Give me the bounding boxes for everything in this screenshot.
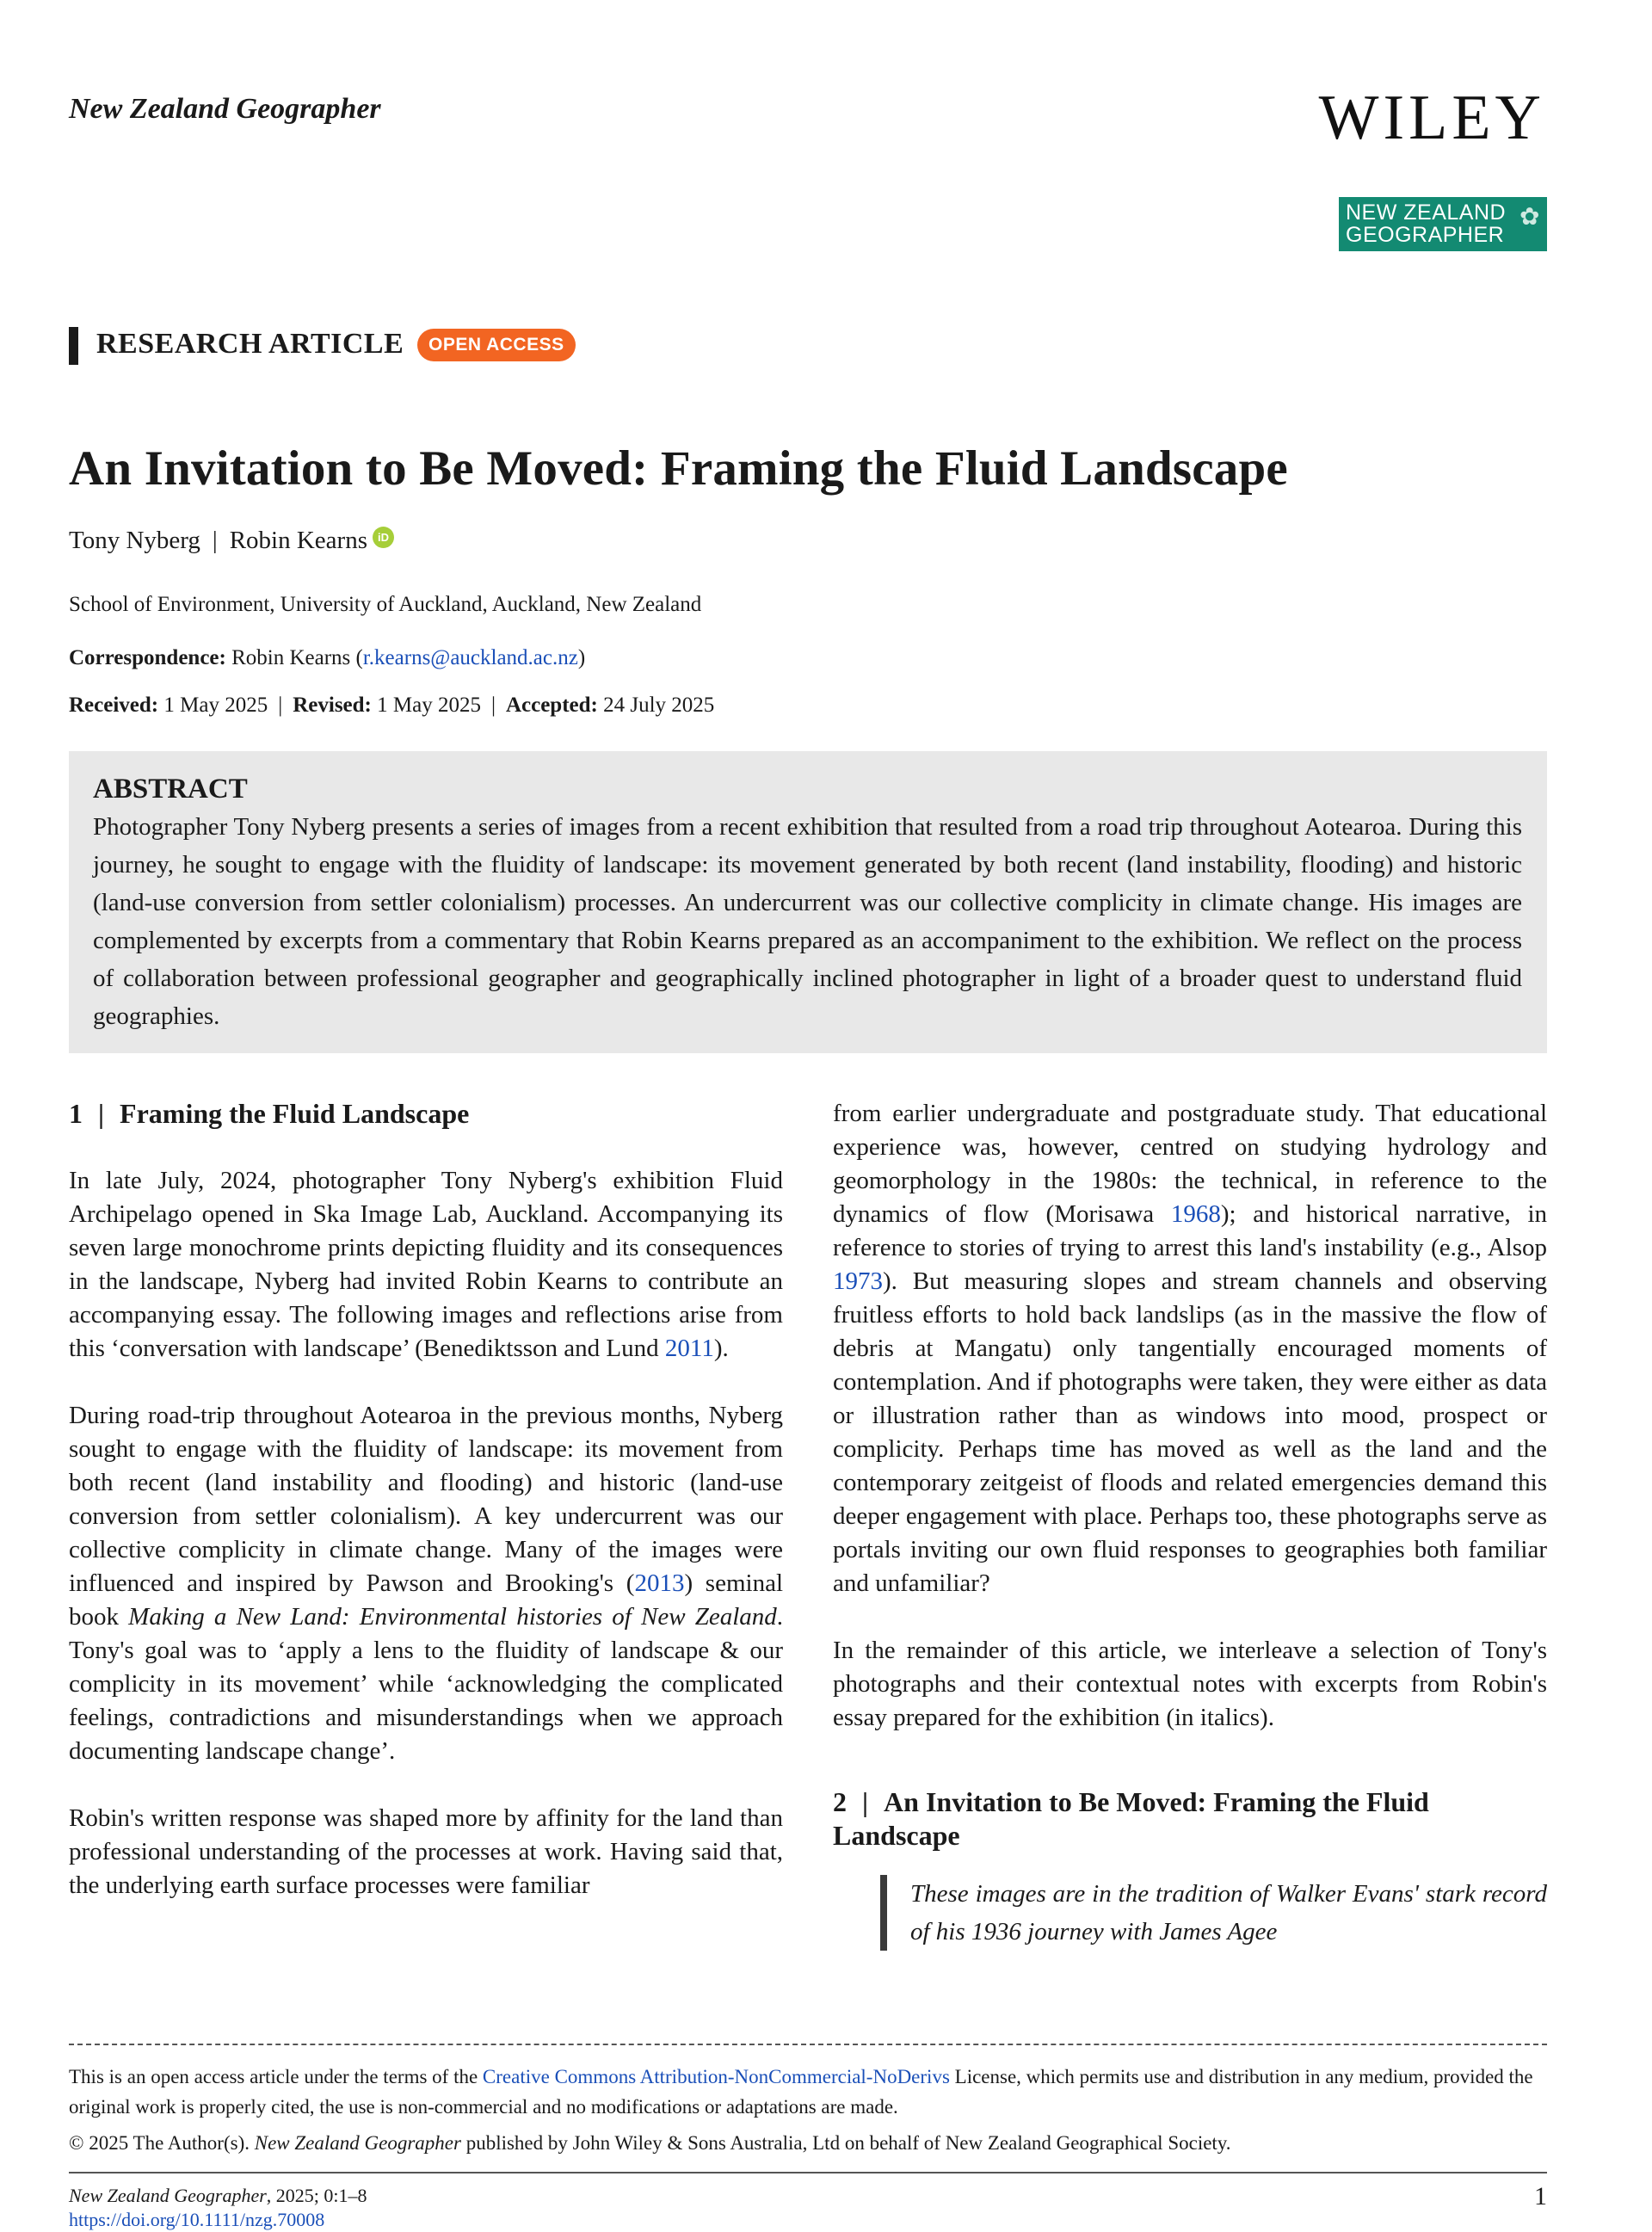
wiley-logo[interactable]: WILEY [1318,83,1545,153]
section-1-heading [69,1097,783,1131]
affiliation: School of Environment, University of Auckland, Auckland, New Zealand [69,593,702,616]
logo-line-1: NEW ZEALAND [1346,200,1507,225]
text-run: published by John Wiley & Sons Australia, Ltd on behalf of New Zealand Geographical Society. [460,2132,1231,2154]
paragraph [833,1097,1547,1600]
journal-title: New Zealand Geographer [69,2185,267,2206]
body-column-right [833,1097,1547,1951]
correspondence-label: Correspondence: [69,646,226,669]
section-number: 1 [69,1098,83,1129]
section-2-heading [833,1785,1547,1853]
citation-link[interactable]: 2013 [634,1569,685,1597]
page-number: 1 [1534,2182,1547,2210]
section-title: Framing the Fluid Landscape [120,1098,470,1129]
book-title: Making a New Land: Environmental histories of New Zealand [128,1603,777,1631]
text-run: In late July, 2024, photographer Tony Nyberg's exhibition Fluid Archipelago opened in Ska Image Lab, Auckland. Accompanying its seven large monochrome prints depicting fluidity and its consequences in the landscape, Nyberg had invited Robin Kearns to contribute an accompanying essay. The following images and reflections arise from this ‘conversation with landscape’ (Benediktsson and Lund [69,1167,783,1362]
orcid-icon[interactable]: iD [373,527,394,548]
accepted-label: Accepted: [505,694,598,717]
paragraph [69,1399,783,1768]
doi-link[interactable]: https://doi.org/10.1111/nzg.70008 [69,2209,325,2230]
copyright-note [69,2128,1547,2158]
text-run: . Tony's goal was to ‘apply a lens to the fluidity of landscape & our complicity in its movement’ while ‘acknowledging the complicated feelings, contradictions and misunderstandings when we approach documenting landscape change’. [69,1603,784,1765]
bottom-divider [69,2172,1547,2173]
date-separator: | [490,694,496,717]
section-pipe: | [98,1098,105,1129]
journal-title: New Zealand Geographer [254,2132,461,2154]
paragraph: Robin's written response was shaped more by affinity for the land than professional understanding of the processes at work. Having said that, the underlying earth surface processes were familiar [69,1804,783,1899]
text-run: During road-trip throughout Aotearoa in the previous months, Nyberg sought to engage with the fluidity of landscape: its movement from both recent (land instability and flooding) and historic (land-use conversion from settler colonialism). A key undercurrent was our collective complicity in climate change. Many of the images were influenced and inspired by Pawson and Brooking's ( [69,1402,783,1597]
received-label: Received: [69,694,159,717]
open-access-badge: OPEN ACCESS [417,329,576,361]
author-separator: | [212,527,218,554]
section-number: 2 [833,1786,847,1817]
citation-link[interactable]: 1968 [1170,1200,1221,1228]
abstract-heading: ABSTRACT [93,774,248,805]
text-run: © 2025 The Author(s). [69,2132,255,2154]
license-note [69,2062,1547,2122]
article-title: An Invitation to Be Moved: Framing the Fluid Landscape [69,441,1288,496]
text-run: ); and historical narrative, in reference to stories of trying to arrest this land's instability (e.g., Alsop [833,1200,1547,1261]
text-run: ). But measuring slopes and stream channels and observing fruitless efforts to hold back landslips (as in the massive the flow of debris at Mangatu) only tangentially encouraged moments of contemplation. And if photographs were taken, they were either as data or illustration rather than as windows into mood, prospect or complicity. Perhaps time has moved as well as the land and the contemporary zeitgeist of floods and related emergencies demand this deeper engagement with place. Perhaps too, these photographs serve as portals inviting our own fluid responses to geographies both familiar and unfamiliar? [833,1267,1547,1597]
text-run: from earlier undergraduate and postgraduate study. That educational experience was, however, centred on studying hydrology and geomorphology in the 1980s: the technical, in reference to the dynamics of flow (Morisawa [833,1100,1547,1228]
text-run: ). [713,1335,729,1362]
text-run: This is an open access article under the terms of the [69,2066,483,2087]
date-separator: | [278,694,283,717]
paragraph [69,1164,783,1366]
abstract-text: Photographer Tony Nyberg presents a series of images from a recent exhibition that resulted from a road trip throughout Aotearoa. During this journey, he sought to engage with the fluidity of landscape: its movement generated by both recent (land instability, flooding) and historic (land-use conversion from settler colonialism) processes. An undercurrent was our collective complicity in climate change. His images are complemented by excerpts from a commentary that Robin Kearns prepared as an accompaniment to the exhibition. We reflect on the process of collaboration between professional geographer and geographically inclined photographer in light of a broader quest to understand fluid geographies. [93,813,1522,1030]
citation-line [69,2184,367,2208]
correspondence [69,646,585,670]
author-name[interactable]: Tony Nyberg [69,527,200,554]
article-type-bar [69,327,78,365]
fern-icon: ✿ [1519,203,1540,230]
article-dates [69,694,714,718]
paragraph: In the remainder of this article, we interleave a selection of Tony's photographs and their contextual notes with excerpts from Robin's essay prepared for the exhibition (in italics). [833,1637,1547,1731]
text-run: License, which permits use and distribution in any medium, provided the original work is properly cited, the use is non-commercial and no modifications or adaptations are made. [69,2066,1533,2118]
author-name[interactable]: Robin Kearns [229,527,367,554]
author-list [69,527,394,555]
journal-name: New Zealand Geographer [69,93,381,125]
correspondence-close: ) [577,646,586,669]
text-run: , 2025; 0:1–8 [266,2185,367,2206]
revised-date: 1 May 2025 [377,694,481,717]
article-type: RESEARCH ARTICLE [96,328,404,360]
section-pipe: | [862,1786,869,1817]
block-quote: These images are in the tradition of Walker Evans' stark record of his 1936 journey with James Agee [880,1875,1547,1951]
revised-label: Revised: [293,694,372,717]
text-run: ) seminal book [69,1569,783,1631]
accepted-date: 24 July 2025 [603,694,715,717]
license-link[interactable]: Creative Commons Attribution-NonCommercial-NoDerivs [482,2066,950,2087]
logo-line-2: GEOGRAPHER [1346,223,1505,247]
citation-link[interactable]: 2011 [664,1335,714,1362]
citation-link[interactable]: 1973 [833,1267,883,1295]
correspondence-email-link[interactable]: r.kearns@auckland.ac.nz [362,646,578,669]
footer-divider [69,2044,1547,2045]
abstract-box [69,751,1547,1053]
correspondence-name: Robin Kearns ( [231,646,363,669]
nz-geographer-logo[interactable] [1339,197,1547,251]
section-title: An Invitation to Be Moved: Framing the Fluid Landscape [833,1786,1429,1851]
body-column-left [69,1097,783,1902]
received-date: 1 May 2025 [163,694,268,717]
